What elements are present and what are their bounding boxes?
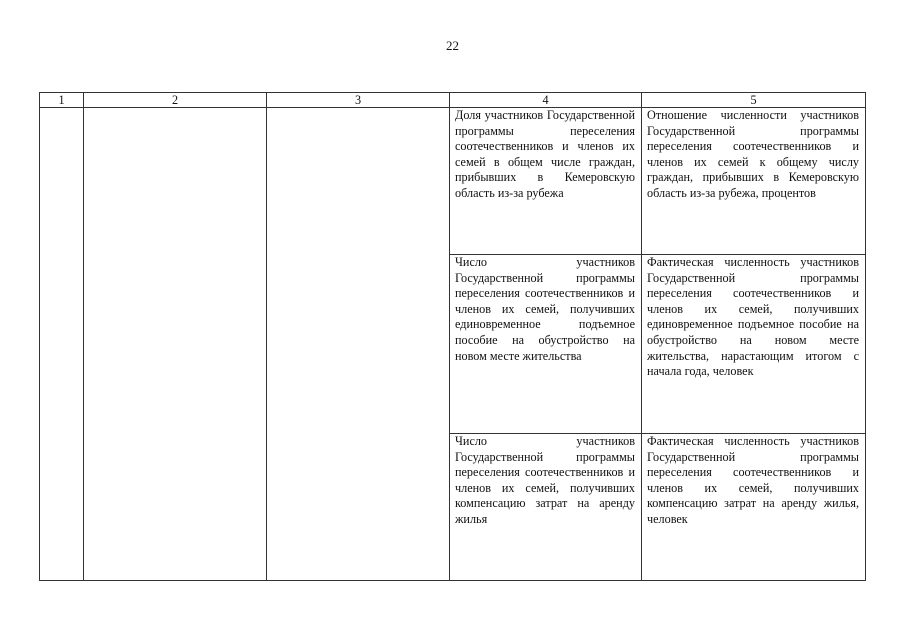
indicator-name-cell: Доля участников Государственной программы переселения соотечественников и членов их семей в общем числе граждан, прибывших в Кемеровскую область из-за рубежа xyxy=(450,108,642,255)
column-2-cell xyxy=(84,108,267,581)
table-row xyxy=(40,108,866,255)
column-1-cell xyxy=(40,108,84,581)
indicator-method-cell: Отношение численности участников Государственной программы переселения соотечественников и членов их семей к общему числу граждан, прибывших в Кемеровскую область из-за рубежа, процентов xyxy=(642,108,866,255)
table-header-row xyxy=(40,93,866,108)
page-number: 22 xyxy=(446,38,459,53)
indicators-table xyxy=(39,92,866,581)
column-header-1: 1 xyxy=(40,93,84,108)
indicator-method-cell: Фактическая численность участников Государственной программы переселения соотечественников и членов их семей, получивших единовременное подъемное пособие на обустройство на новом месте жительства, нарастающим итогом с начала года, человек xyxy=(642,255,866,434)
indicator-method-cell: Фактическая численность участников Государственной программы переселения соотечественников и членов их семей, получивших компенсацию затрат на аренду жилья, человек xyxy=(642,434,866,581)
column-header-5: 5 xyxy=(642,93,866,108)
column-3-cell xyxy=(267,108,450,581)
indicator-name-cell: Число участников Государственной программы переселения соотечественников и членов их семей, получивших единовременное подъемное пособие на обустройство на новом месте жительства xyxy=(450,255,642,434)
indicator-name-cell: Число участников Государственной программы переселения соотечественников и членов их семей, получивших компенсацию затрат на аренду жилья xyxy=(450,434,642,581)
column-header-3: 3 xyxy=(267,93,450,108)
column-header-4: 4 xyxy=(450,93,642,108)
column-header-2: 2 xyxy=(84,93,267,108)
